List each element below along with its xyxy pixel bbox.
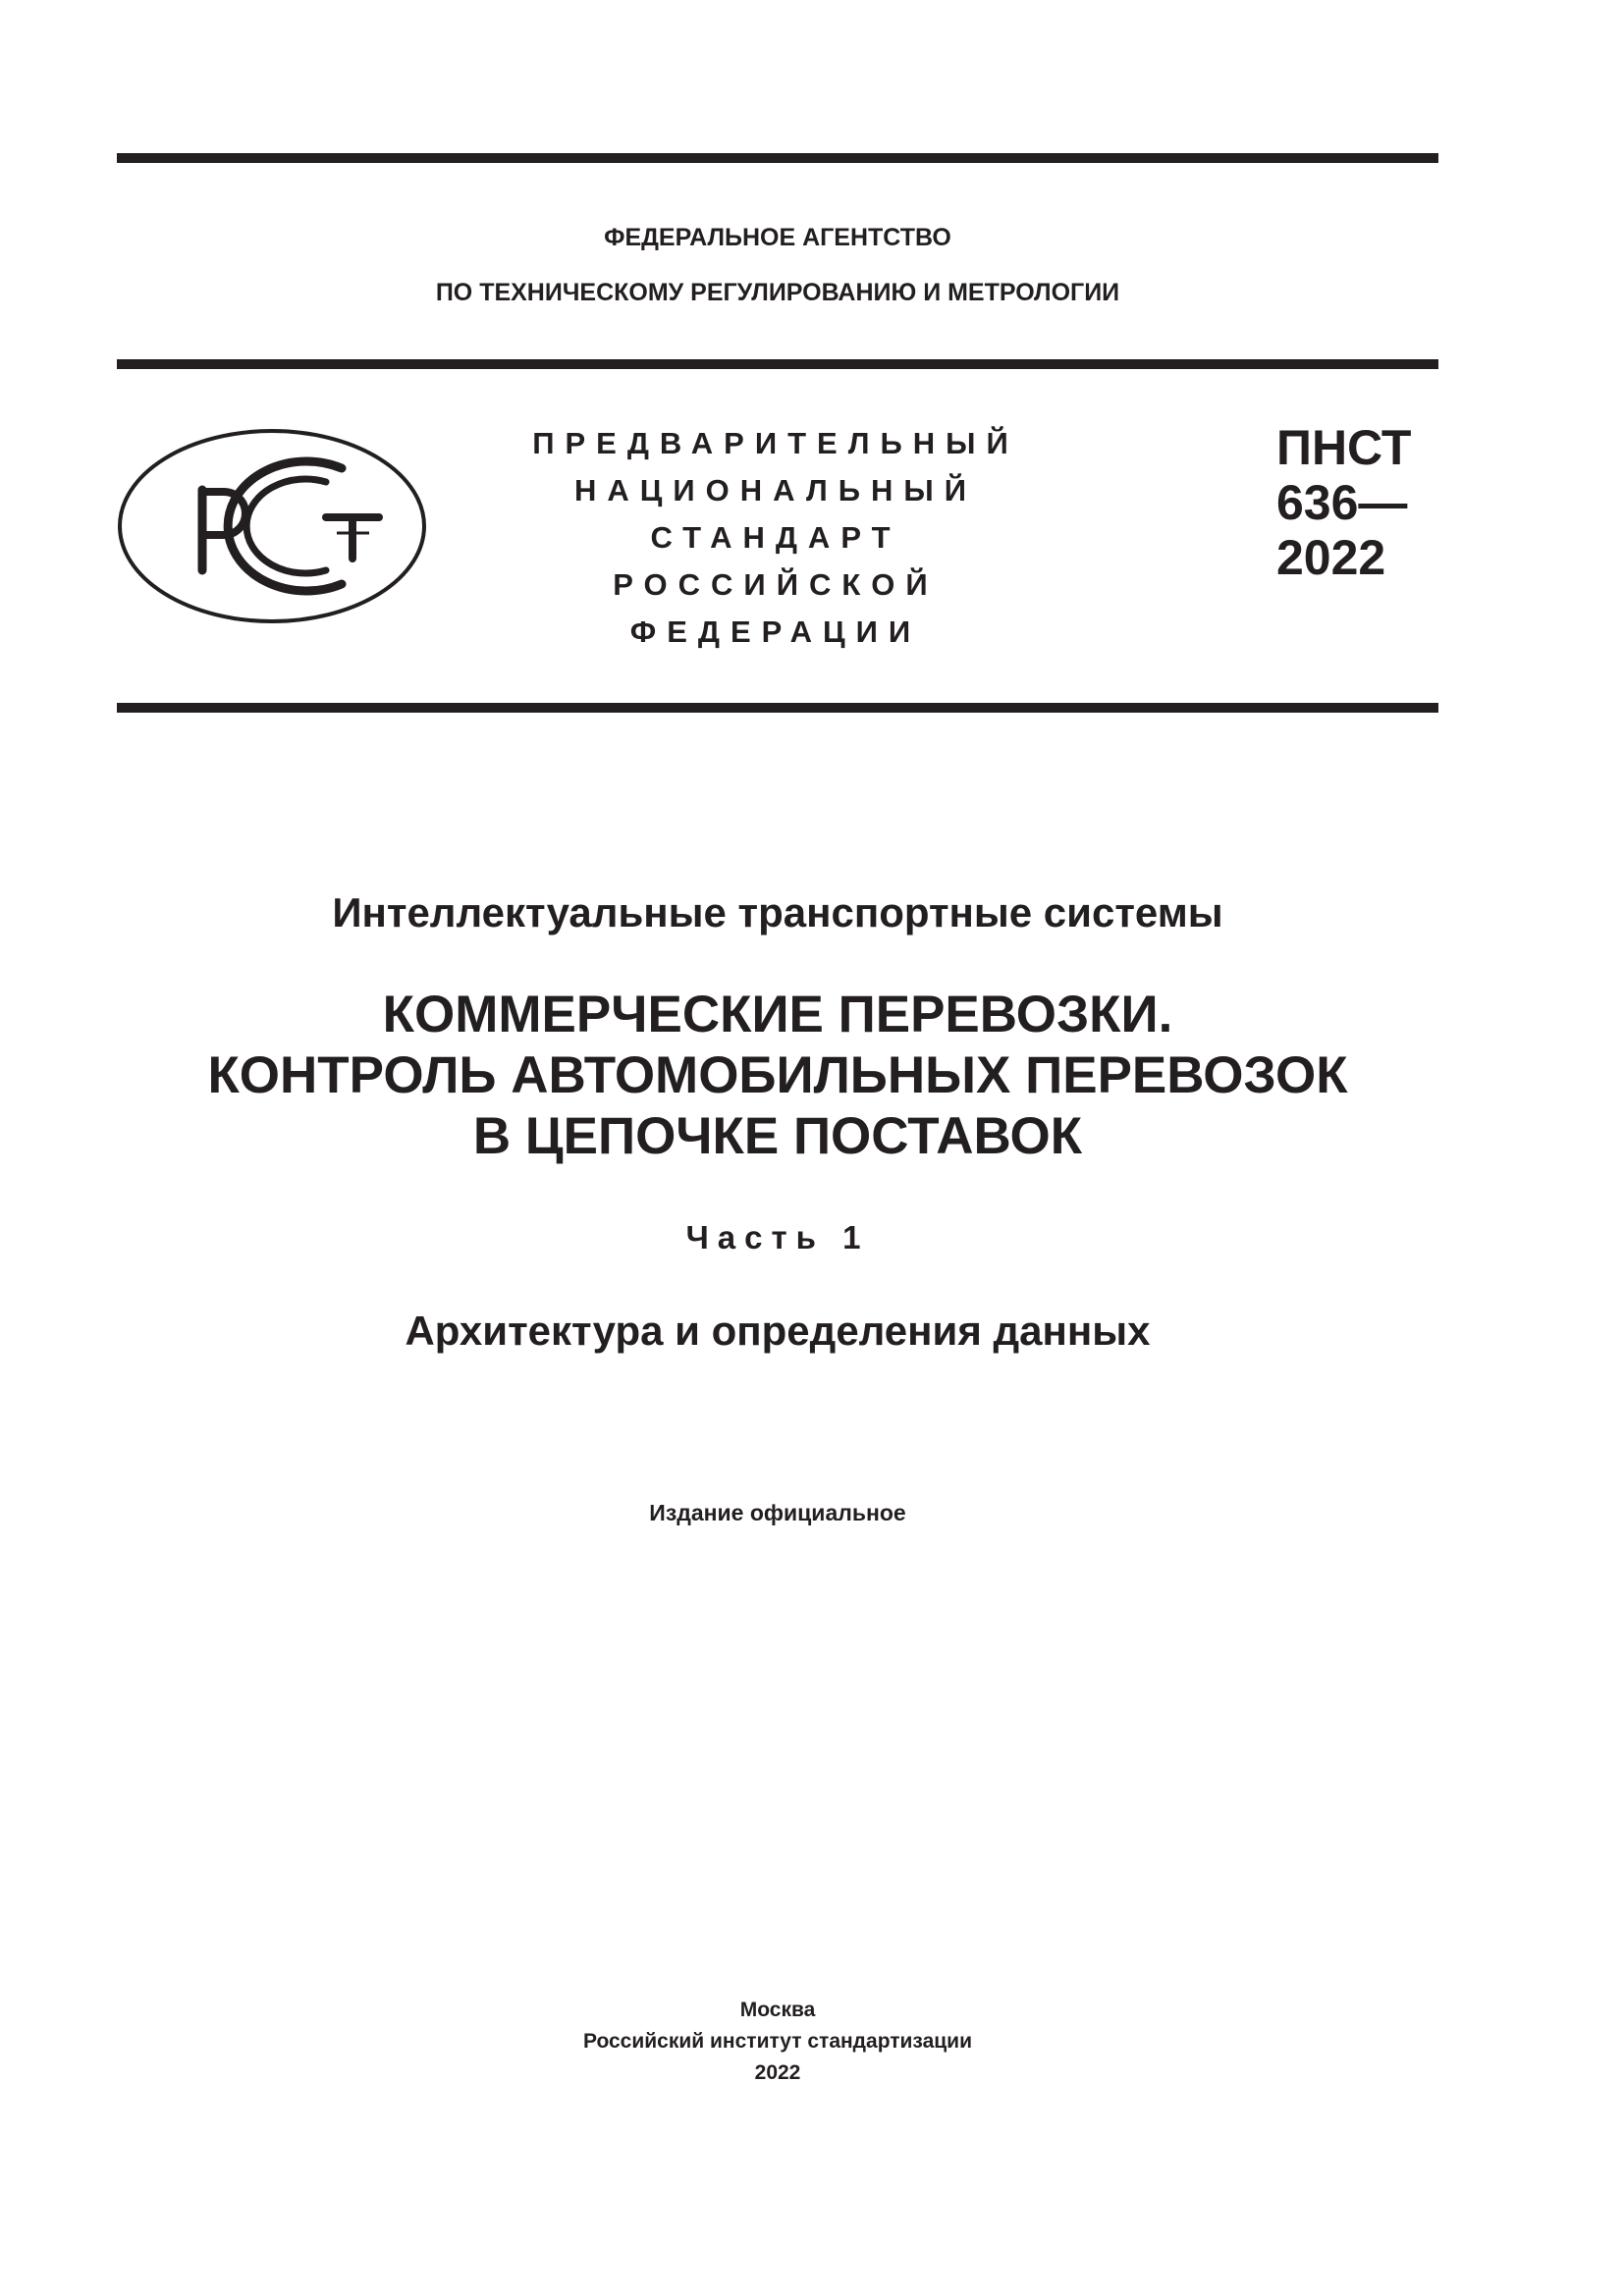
standard-type-line: НАЦИОНАЛЬНЫЙ [573,473,978,507]
edition-label: Издание официальное [649,1500,906,1525]
agency-name-line-2: ПО ТЕХНИЧЕСКОМУ РЕГУЛИРОВАНИЮ И МЕТРОЛОГИИ [435,279,1120,306]
agency-name-line-1: ФЕДЕРАЛЬНОЕ АГЕНТСТВО [604,224,951,251]
imprint-city: Москва [739,1999,816,2021]
header-rule [117,359,1438,369]
standard-type-line: СТАНДАРТ [650,520,901,555]
standard-type-label [501,420,1051,656]
designation-line: ПНСТ [1276,420,1412,475]
document-title-line: В ЦЕПОЧКЕ ПОСТАВОК [472,1107,1083,1165]
designation-line: 636— [1276,475,1408,530]
document-title-line: КОММЕРЧЕСКИЕ ПЕРЕВОЗКИ. [382,986,1173,1043]
document-part: Часть 1 [685,1219,870,1255]
gost-r-logo-icon [116,427,428,625]
document-title-line: КОНТРОЛЬ АВТОМОБИЛЬНЫХ ПЕРЕВОЗОК [207,1046,1348,1104]
designation-line: 2022 [1276,530,1386,585]
imprint-year: 2022 [754,2061,801,2084]
document-series: Интеллектуальные транспортные системы [332,889,1223,935]
publisher-imprint [117,1995,1438,2089]
emblem-rule [117,703,1438,713]
standard-type-line: ПРЕДВАРИТЕЛЬНЫЙ [532,426,1019,460]
top-rule [117,153,1438,163]
standard-designation [1276,420,1411,585]
standard-type-line: РОССИЙСКОЙ [613,567,939,602]
document-subtitle: Архитектура и определения данных [405,1308,1151,1354]
imprint-publisher: Российский институт стандартизации [582,2030,973,2053]
document-title [117,985,1438,1167]
gost-r-logo [116,427,428,625]
standard-type-line: ФЕДЕРАЦИИ [629,614,922,649]
